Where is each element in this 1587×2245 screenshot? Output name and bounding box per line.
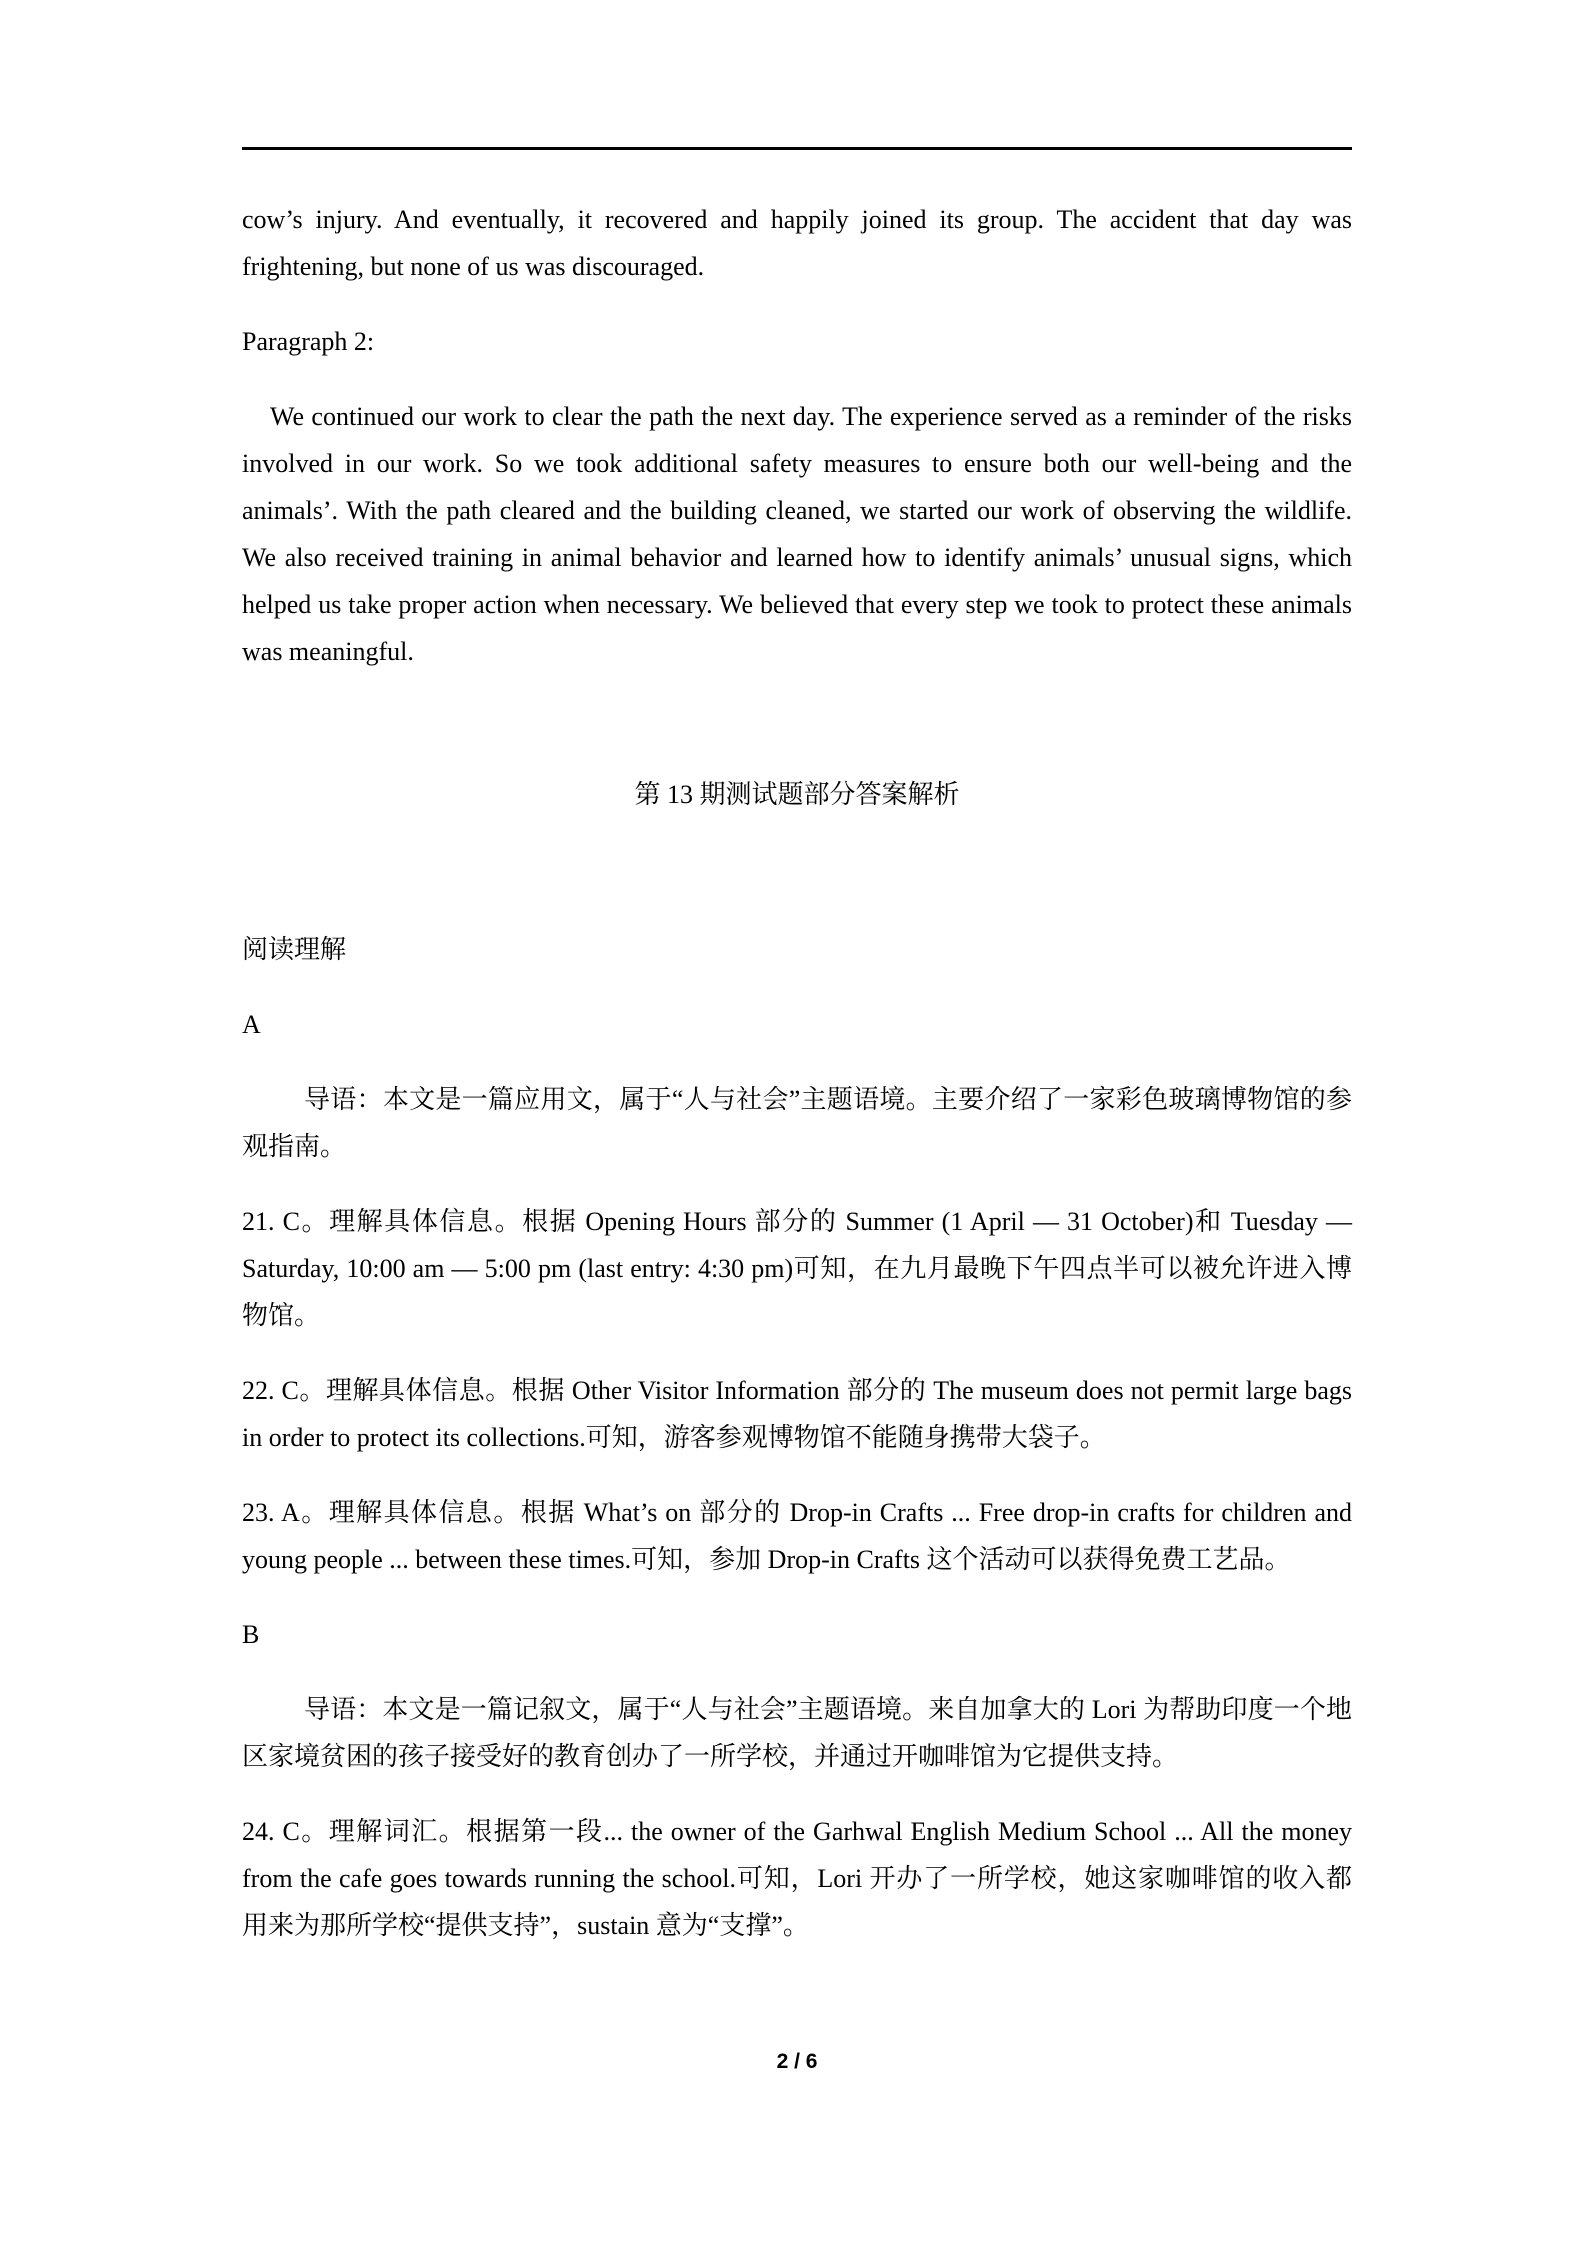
passage-a-intro: 导语：本文是一篇应用文，属于“人与社会”主题语境。主要介绍了一家彩色玻璃博物馆的参观指南。 (242, 1085, 1352, 1161)
answers-title: 第 13 期测试题部分答案解析 (634, 780, 960, 809)
question-21-analysis: 21. C。理解具体信息。根据 Opening Hours 部分的 Summer (1 April — 31 October)和 Tuesday — Saturday, 10:00 am — 5:00 pm (last entry: 4:30 pm)可知，在九月最晚下午四点半可以被允许进入博物馆。 (242, 1207, 1352, 1330)
page-number: 2 / 6 (776, 2050, 818, 2073)
header-rule (242, 147, 1352, 150)
passage-a-label: A (242, 1010, 261, 1039)
document-body (242, 196, 1352, 1977)
question-22-analysis: 22. C。理解具体信息。根据 Other Visitor Information 部分的 The museum does not permit large bags in order to protect its collections.可知，游客参观博物馆不能随身携带大袋子。 (242, 1376, 1352, 1452)
continuation-paragraph: cow’s injury. And eventually, it recovered and happily joined its group. The accident that day was frightening, but none of us was discouraged. (242, 205, 1352, 281)
reading-section-heading: 阅读理解 (242, 935, 347, 964)
question-24-analysis: 24. C。理解词汇。根据第一段... the owner of the Garhwal English Medium School ... All the money from the cafe goes towards running the school.可知，Lori 开办了一所学校，她这家咖啡馆的收入都用来为那所学校“提供支持”，sustain 意为“支撑”。 (242, 1817, 1352, 1940)
question-23-analysis: 23. A。理解具体信息。根据 What’s on 部分的 Drop-in Crafts ... Free drop-in crafts for children and young people ... between these times.可知，参加 Drop-in Crafts 这个活动可以获得免费工艺品。 (242, 1498, 1352, 1574)
passage-b-label: B (242, 1620, 260, 1649)
paragraph2-label: Paragraph 2: (242, 327, 375, 356)
paragraph2-text: We continued our work to clear the path the next day. The experience served as a reminder of the risks involved in our work. So we took additional safety measures to ensure both our well-being and the animals’. With the path cleared and the building cleaned, we started our work of observing the wildlife. We also received training in animal behavior and learned how to identify animals’ unusual signs, which helped us take proper action when necessary. We believed that every step we took to protect these animals was meaningful. (242, 402, 1352, 666)
passage-b-intro: 导语：本文是一篇记叙文，属于“人与社会”主题语境。来自加拿大的 Lori 为帮助印度一个地区家境贫困的孩子接受好的教育创办了一所学校，并通过开咖啡馆为它提供支持。 (242, 1695, 1352, 1771)
